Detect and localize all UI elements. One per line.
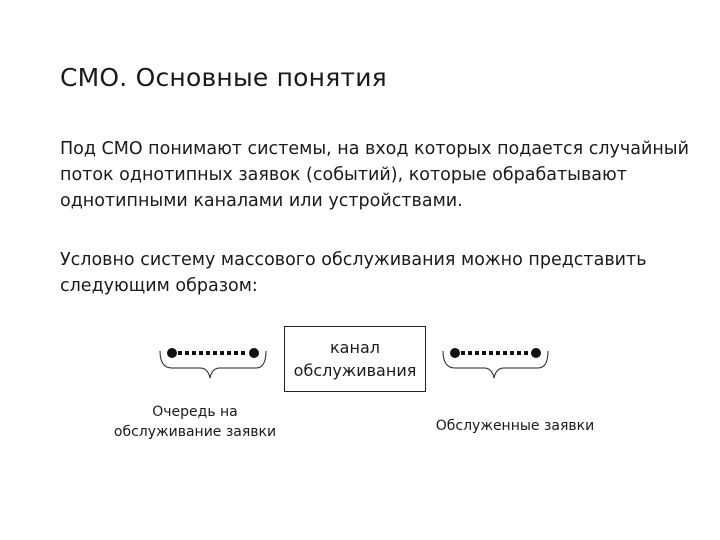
queue-requests — [167, 348, 259, 358]
queue-last-request-dot — [249, 348, 259, 358]
served-last-request-dot — [531, 348, 541, 358]
queue-first-request-dot — [167, 348, 177, 358]
served-first-request-dot — [450, 348, 460, 358]
queue-caption: Очередь на обслуживание заявки — [113, 404, 277, 440]
channel-label-line1: канал — [330, 338, 380, 357]
definition-paragraph: Под СМО понимают системы, на вход которых подается случайный поток однотипных заявок (событий), которые обрабатывают однотипными каналами или устройствами. — [60, 139, 689, 211]
diagram-intro-paragraph: Условно систему массового обслуживания можно представить следующим образом: — [60, 250, 647, 296]
channel-label-line2: обслуживания — [293, 361, 417, 380]
served-requests — [450, 348, 541, 358]
served-caption: Обслуженные заявки — [435, 418, 595, 434]
service-channel-box — [284, 326, 426, 392]
slide-title: СМО. Основные понятия — [60, 63, 387, 92]
